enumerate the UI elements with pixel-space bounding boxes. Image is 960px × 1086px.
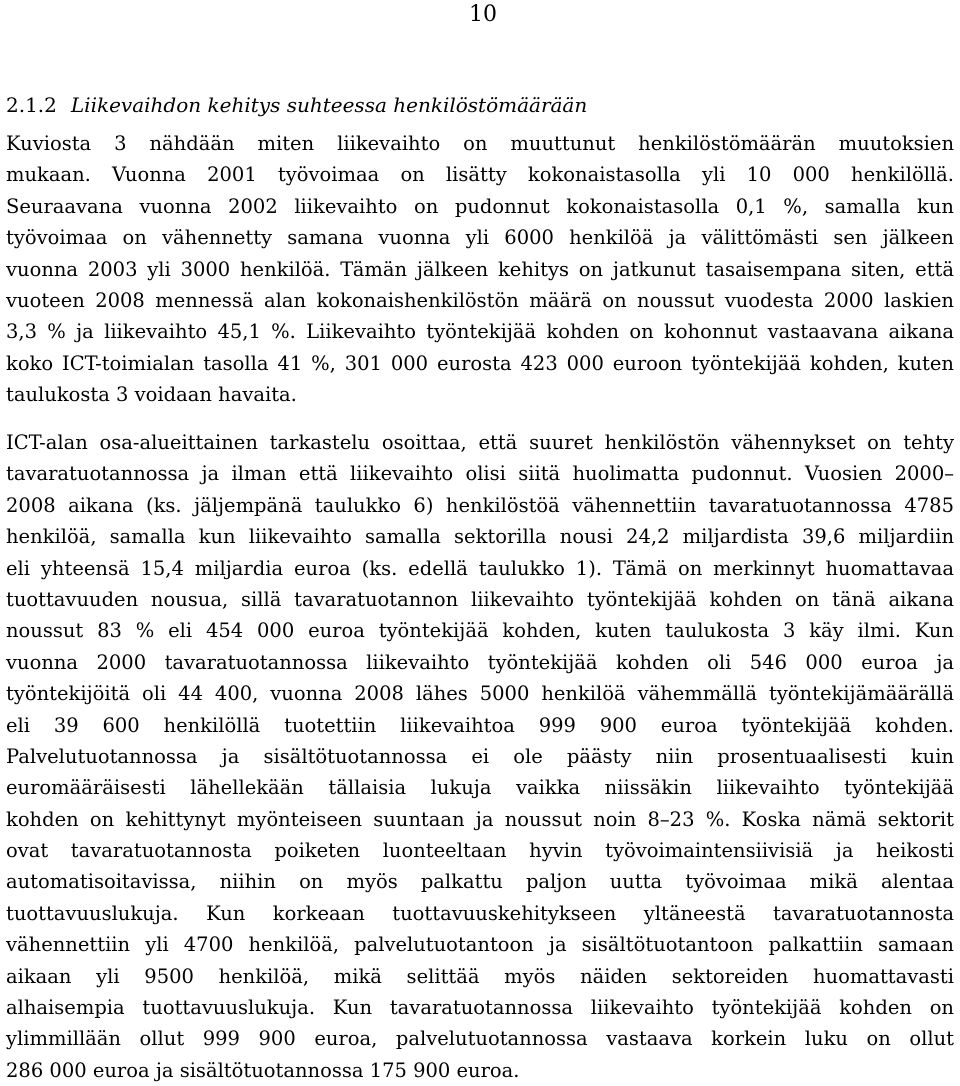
text-line: aikaan yli 9500 henkilöä, mikä selittää myös näiden sektoreiden huomattavasti <box>6 964 954 988</box>
section-heading <box>6 92 587 118</box>
text-line: ovat tavaratuotannosta poiketen luonteeltaan hyvin työvoimaintensiivisiä ja heikosti <box>6 839 954 863</box>
section-title: Liikevaihdon kehitys suhteessa henkilöstömäärään <box>70 93 588 117</box>
text-line: automatisoitavissa, niihin on myös palkattu paljon uutta työvoimaa mikä alentaa <box>6 870 954 894</box>
text-line: mukaan. Vuonna 2001 työvoimaa on lisätty kokonaistasolla yli 10 000 henkilöllä. <box>6 163 954 187</box>
text-line: koko ICT-toimialan tasolla 41 %, 301 000 eurosta 423 000 euroon työntekijää kohden, kuten <box>6 351 954 375</box>
text-line: 286 000 euroa ja sisältötuotannossa 175 900 euroa. <box>6 1058 520 1082</box>
text-line: tavaratuotannossa ja ilman että liikevaihto olisi siitä huolimatta pudonnut. Vuosien 2000– <box>6 462 954 486</box>
text-line: taulukosta 3 voidaan havaita. <box>6 383 297 407</box>
text-line: työvoimaa on vähennetty samana vuonna yli 6000 henkilöä ja välittömästi sen jälkeen <box>6 226 954 250</box>
text-line: työntekijöitä oli 44 400, vuonna 2008 lähes 5000 henkilöä vähemmällä työntekijämäärällä <box>6 682 954 706</box>
paragraph-1 <box>6 128 954 411</box>
text-line: ylimmillään ollut 999 900 euroa, palvelutuotannossa vastaava korkein luku on ollut <box>6 1027 954 1051</box>
text-line: 3,3 % ja liikevaihto 45,1 %. Liikevaihto työntekijää kohden on kohonnut vastaavana aikana <box>6 320 954 344</box>
text-line: Kuviosta 3 nähdään miten liikevaihto on muuttunut henkilöstömäärän muutoksien <box>6 132 954 155</box>
text-line: henkilöä, samalla kun liikevaihto samalla sektorilla nousi 24,2 miljardista 39,6 miljardiin <box>6 525 954 549</box>
text-line: ICT-alan osa-alueittainen tarkastelu osoittaa, että suuret henkilöstön vähennykset on tehty <box>6 431 954 454</box>
section-number: 2.1.2 <box>6 93 57 117</box>
text-line: noussut 83 % eli 454 000 euroa työntekijää kohden, kuten taulukosta 3 käy ilmi. Kun <box>6 619 954 643</box>
text-line: euromääräisesti lähellekään tällaisia lukuja vaikka niissäkin liikevaihto työntekijää <box>6 776 954 800</box>
paragraph-2 <box>6 427 954 1086</box>
text-line: kohden on kehittynyt myönteiseen suuntaan ja noussut noin 8–23 %. Koska nämä sektorit <box>6 807 954 831</box>
text-line: Palvelutuotannossa ja sisältötuotannossa ei ole päästy niin prosentuaalisesti kuin <box>6 744 954 768</box>
page-number: 10 <box>469 2 497 27</box>
text-line: vähennettiin yli 4700 henkilöä, palvelutuotantoon ja sisältötuotantoon palkattiin samaan <box>6 933 954 957</box>
text-line: tuottavuuslukuja. Kun korkeaan tuottavuuskehitykseen yltäneestä tavaratuotannosta <box>6 901 954 925</box>
text-line: eli yhteensä 15,4 miljardia euroa (ks. edellä taulukko 1). Tämä on merkinnyt huomattavaa <box>6 556 954 580</box>
text-line: vuonna 2000 tavaratuotannossa liikevaihto työntekijää kohden oli 546 000 euroa ja <box>6 650 954 674</box>
text-line: vuoteen 2008 mennessä alan kokonaishenkilöstön määrä on noussut vuodesta 2000 laskien <box>6 288 954 312</box>
text-line: tuottavuuden nousua, sillä tavaratuotannon liikevaihto työntekijää kohden on tänä aikana <box>6 587 954 611</box>
text-line: eli 39 600 henkilöllä tuotettiin liikevaihtoa 999 900 euroa työntekijää kohden. <box>6 713 954 737</box>
text-line: vuonna 2003 yli 3000 henkilöä. Tämän jälkeen kehitys on jatkunut tasaisempana siten, että <box>6 257 954 281</box>
text-line: Seuraavana vuonna 2002 liikevaihto on pudonnut kokonaistasolla 0,1 %, samalla kun <box>6 194 954 218</box>
text-line: 2008 aikana (ks. jäljempänä taulukko 6) henkilöstöä vähennettiin tavaratuotannossa 4785 <box>6 493 954 517</box>
text-line: alhaisempia tuottavuuslukuja. Kun tavaratuotannossa liikevaihto työntekijää kohden on <box>6 996 954 1020</box>
